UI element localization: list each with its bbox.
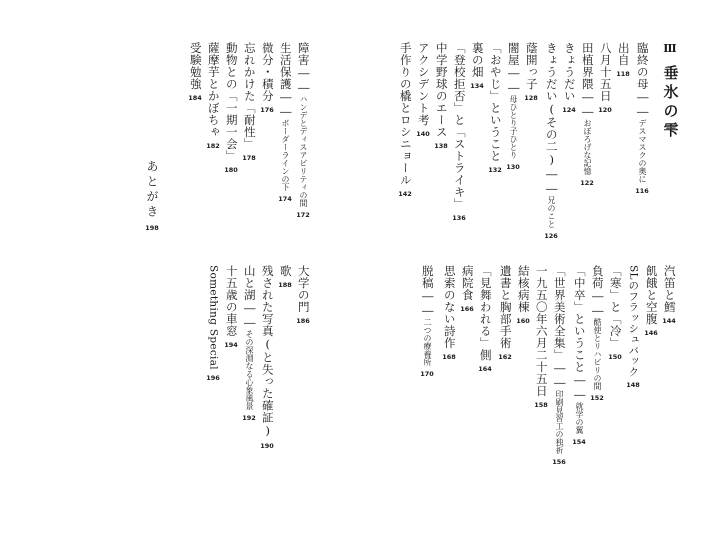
- toc-entry[interactable]: 結核病棟 160: [516, 265, 531, 325]
- toc-entry[interactable]: 遺書と胸部手術 162: [498, 265, 513, 361]
- toc-entry[interactable]: Something Special 196: [206, 265, 220, 382]
- toc-entry[interactable]: きょうだい(その二)―― 兄のこと 126: [544, 42, 559, 240]
- toc-entry[interactable]: 闇屋―― 母ひとり子ひとり 130: [506, 42, 521, 171]
- toc-entry[interactable]: 山と湖―― その深淵なる心象風景 192: [242, 265, 257, 422]
- toc-entry[interactable]: 微分・積分 176: [260, 42, 275, 114]
- toc-entry[interactable]: 「登校拒否」と「ストライキ」 136: [452, 42, 467, 222]
- toc-entry[interactable]: 汽笛と鱈 144: [662, 265, 677, 325]
- part-numeral: Ⅲ: [663, 42, 677, 55]
- toc-entry[interactable]: 出自 118: [616, 42, 631, 78]
- toc-entry[interactable]: アクシデント考 140: [416, 42, 431, 138]
- afterword-page: 198: [145, 224, 159, 232]
- toc-entry[interactable]: 残された写真(と失った確証) 190: [260, 265, 275, 450]
- toc-entry[interactable]: 臨終の母―― デスマスクの奥に 116: [635, 42, 650, 195]
- toc-entry[interactable]: 忘れかけた「耐性」 178: [242, 42, 257, 162]
- toc-entry[interactable]: 薩摩芋とかぼちゃ 182: [206, 42, 221, 150]
- toc-entry[interactable]: 飢餓と空腹 146: [644, 265, 659, 337]
- toc-entry[interactable]: SLのフラッシュバック 148: [626, 265, 640, 389]
- toc-entry[interactable]: 一九五〇年六月二十五日 158: [534, 265, 549, 409]
- toc-entry[interactable]: 負荷―― 酷使とリハビリの間 152: [590, 265, 605, 402]
- part-heading: [660, 42, 680, 141]
- toc-entry[interactable]: 「中卒」ということ―― 就学の翼 154: [572, 265, 587, 446]
- toc-entry[interactable]: 田植界隈―― おぼろげな記憶 122: [580, 42, 595, 187]
- afterword-title: あとがき: [145, 160, 159, 220]
- toc-entry[interactable]: 「おやじ」ということ 132: [488, 42, 503, 174]
- toc-entry[interactable]: 生活保護―― ボーダーラインの下 174: [278, 42, 293, 203]
- afterword-entry[interactable]: [142, 160, 162, 232]
- part-title: 垂氷の雫: [661, 65, 680, 141]
- toc-entry[interactable]: 裏の畑 134: [470, 42, 485, 90]
- toc-entry[interactable]: 「世界美術全集」―― 印刷見習工の独祈 156: [552, 265, 567, 466]
- toc-entry[interactable]: きょうだい 124: [562, 42, 577, 114]
- toc-entry[interactable]: 手作りの橇とロシニョール 142: [398, 42, 413, 198]
- toc-entry[interactable]: 「見舞われる」側 164: [478, 265, 493, 373]
- toc-entry[interactable]: 思索のない詩作 168: [442, 265, 457, 361]
- toc-entry[interactable]: 「寒」と「冷」 150: [608, 265, 623, 361]
- toc-entry[interactable]: 脱稿―― 二つの療養所 170: [420, 265, 435, 378]
- toc-entry[interactable]: 障害―― ハンデとディスアビリティの間 172: [296, 42, 311, 219]
- toc-entry[interactable]: 動物との「一期一会」 180: [224, 42, 239, 174]
- toc-entry[interactable]: 十五歳の車窓 194: [224, 265, 239, 349]
- toc-entry[interactable]: 受験勉強 184: [188, 42, 203, 102]
- toc-entry[interactable]: 病院食 166: [460, 265, 475, 313]
- toc-entry[interactable]: 八月十五日 120: [598, 42, 613, 114]
- toc-entry[interactable]: 大学の門 186: [296, 265, 311, 325]
- toc-entry[interactable]: 歌 188: [278, 265, 293, 289]
- toc-entry[interactable]: 中学野球のエース 138: [434, 42, 449, 150]
- toc-entry[interactable]: 蔭開っ子 128: [524, 42, 539, 102]
